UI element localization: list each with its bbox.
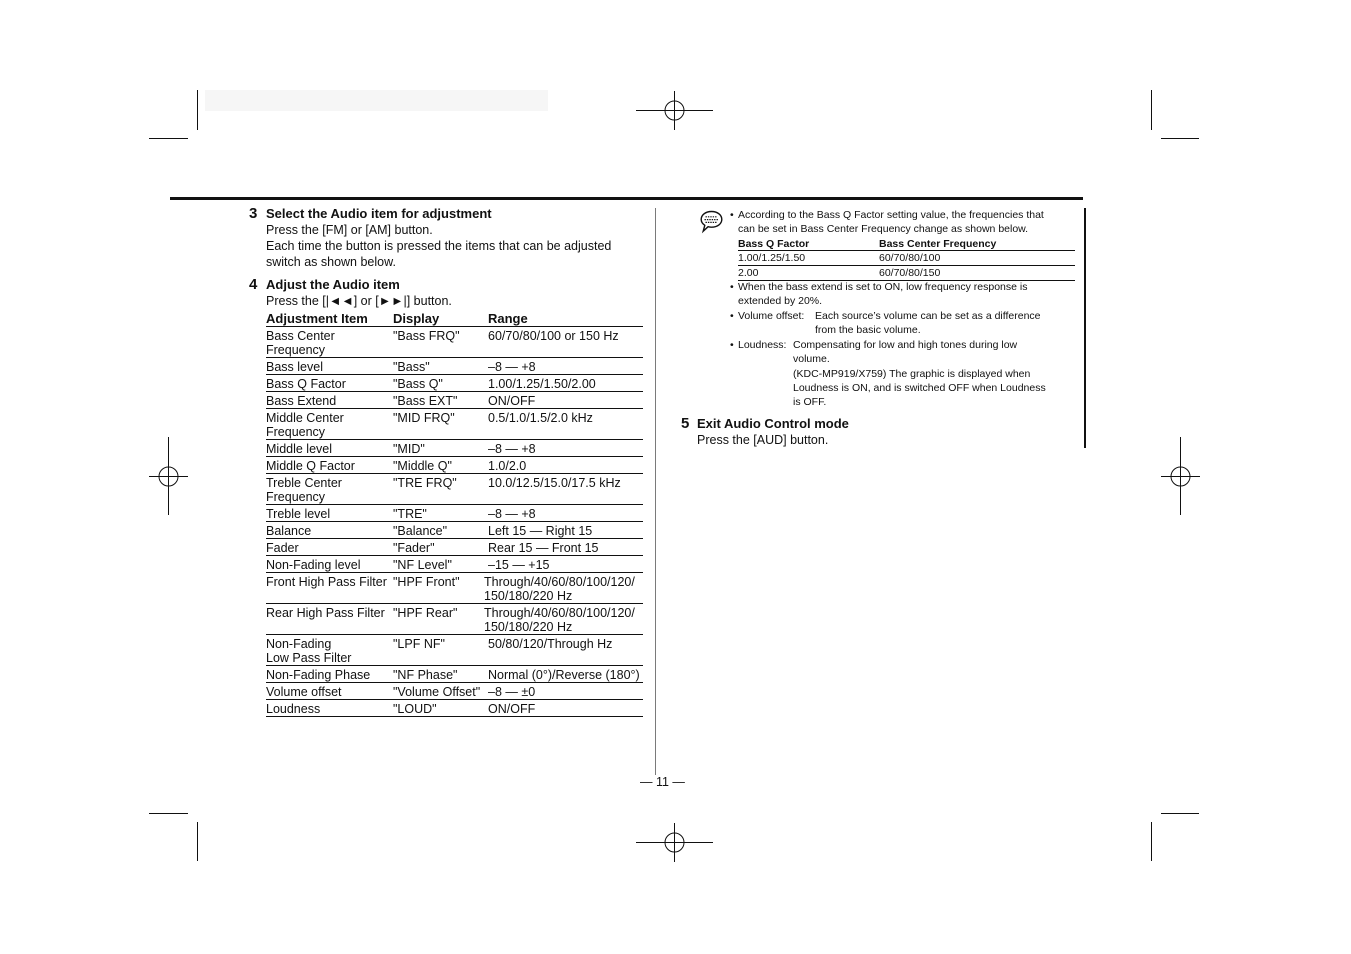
q-factor-value: 1.00/1.25/1.50 [738,251,879,266]
step-text: switch as shown below. [266,255,396,269]
range-value [484,573,643,604]
step-number: 3 [249,205,258,222]
adjustment-item: Middle Q Factor [266,457,393,474]
display-value: "NF Phase" [393,666,488,683]
crop-mark-top-left [149,90,198,139]
crop-mark-top-right [1152,90,1200,139]
table-header-row [738,238,1075,251]
table-row [266,539,643,556]
table-row [266,604,643,635]
note-text: from the basic volume. [815,324,921,336]
adjustment-item: Treble level [266,505,393,522]
note-text: can be set in Bass Center Frequency change as shown below. [738,223,1029,235]
step-text: Press the [AUD] button. [697,433,829,447]
registration-mark-bottom [636,823,713,862]
table-row [266,556,643,573]
adjustment-item: Treble Center Frequency [266,474,393,505]
range-value: 60/70/80/100 or 150 Hz [488,327,643,358]
speech-bubble-note-icon [699,209,724,234]
table-row [266,505,643,522]
range-value: Normal (0°)/Reverse (180°) [488,666,643,683]
range-value: 10.0/12.5/15.0/17.5 kHz [488,474,643,505]
step-title: Exit Audio Control mode [697,416,849,431]
range-value: 50/80/120/Through Hz [488,635,643,666]
step-title: Select the Audio item for adjustment [266,206,492,221]
table-row [266,375,643,392]
adjustment-item: Bass Q Factor [266,375,393,392]
step-text: Press the [|◄◄] or [►►|] button. [266,294,452,308]
adjustment-item: Rear High Pass Filter [266,604,393,635]
table-row [266,392,643,409]
note-text: is OFF. [793,396,827,408]
step-number: 4 [249,276,258,293]
display-value: "MID FRQ" [393,409,488,440]
center-frequency-value: 60/70/80/100 [879,251,1075,266]
center-frequency-value: 60/70/80/150 [879,266,1075,281]
crop-mark-bottom-left [149,814,198,862]
range-value: –8 — +8 [488,358,643,375]
adjustment-item: Loudness [266,700,393,717]
display-value: "TRE" [393,505,488,522]
range-value: 1.00/1.25/1.50/2.00 [488,375,643,392]
table-row [738,266,1075,281]
table-header-row [266,310,643,327]
header-bass-center-frequency: Bass Center Frequency [879,238,1075,251]
note-bullet [738,338,1017,352]
table-row [266,700,643,717]
adjustment-item: Bass level [266,358,393,375]
step-title: Adjust the Audio item [266,277,400,292]
note-text: Loudness is ON, and is switched OFF when Loudness [793,382,1046,394]
header-display: Display [393,310,488,327]
table-row [266,409,643,440]
range-value: –8 — +8 [488,440,643,457]
table-row [266,440,643,457]
registration-mark-left [149,437,188,515]
display-value: "MID" [393,440,488,457]
table-row [738,251,1075,266]
display-value: "Bass Q" [393,375,488,392]
table-row [266,666,643,683]
range-value: –15 — +15 [488,556,643,573]
table-row [266,522,643,539]
note-text: Compensating for low and high tones during low [793,339,1018,351]
adjustment-item: Bass Center Frequency [266,327,393,358]
adjustment-item: Middle level [266,440,393,457]
registration-mark-top [636,91,713,130]
note-text: (KDC-MP919/X759) The graphic is displayed when [793,368,1031,380]
table-row [266,683,643,700]
note-text: volume. [793,353,830,365]
display-value: "LOUD" [393,700,488,717]
display-value: "Bass" [393,358,488,375]
display-value: "TRE FRQ" [393,474,488,505]
table-row [266,474,643,505]
header-range: Range [488,310,643,327]
table-row [266,573,643,604]
registration-mark-right [1161,437,1200,515]
table-row [266,457,643,474]
step-text: Each time the button is pressed the items that can be adjusted [266,239,612,253]
display-value: "Bass EXT" [393,392,488,409]
display-value: "Middle Q" [393,457,488,474]
display-value: "Balance" [393,522,488,539]
adjustment-item: Non-Fading Phase [266,666,393,683]
step-number: 5 [681,415,690,432]
print-shade-block [205,90,548,111]
header-adjustment-item: Adjustment Item [266,310,393,327]
display-value: "NF Level" [393,556,488,573]
header-rule [170,197,1083,200]
display-value: "HPF Front" [393,573,488,604]
range-value: Left 15 — Right 15 [488,522,643,539]
range-value [484,604,643,635]
range-value-text: Through/40/60/80/100/120/ 150/180/220 Hz [484,606,635,634]
display-value: "HPF Rear" [393,604,488,635]
range-value: –8 — +8 [488,505,643,522]
note-text: Each source’s volume can be set as a difference [815,310,1041,322]
adjustment-item: Middle Center Frequency [266,409,393,440]
range-value: ON/OFF [488,392,643,409]
range-value: Rear 15 — Front 15 [488,539,643,556]
table-row [266,635,643,666]
display-value: "Fader" [393,539,488,556]
note-label: Volume offset: [738,310,805,322]
adjustment-item: Non-Fading level [266,556,393,573]
table-row [266,358,643,375]
step-text: Press the [FM] or [AM] button. [266,223,433,237]
crop-mark-bottom-right [1152,814,1200,862]
adjustment-item: Balance [266,522,393,539]
right-margin-rule [1084,208,1086,448]
note-bullet: • According to the Bass Q Factor setting value, the frequencies that [738,208,1044,222]
adjustment-item: Front High Pass Filter [266,573,393,604]
note-label: Loudness: [738,339,787,351]
range-value: 0.5/1.0/1.5/2.0 kHz [488,409,643,440]
bass-q-factor-table [738,238,1075,281]
range-value: 1.0/2.0 [488,457,643,474]
display-value: "LPF NF" [393,635,488,666]
display-value: "Bass FRQ" [393,327,488,358]
adjustment-item: Fader [266,539,393,556]
display-value: "Volume Offset" [393,683,488,700]
audio-adjustment-table [266,310,643,717]
range-value: ON/OFF [488,700,643,717]
table-row [266,327,643,358]
adjustment-item: Bass Extend [266,392,393,409]
note-text: extended by 20%. [738,295,823,307]
range-value-text: Through/40/60/80/100/120/ 150/180/220 Hz [484,575,635,603]
header-bass-q-factor: Bass Q Factor [738,238,879,251]
page-number: — 11 — [640,775,685,789]
adjustment-item: Volume offset [266,683,393,700]
q-factor-value: 2.00 [738,266,879,281]
note-bullet: • When the bass extend is set to ON, low frequency response is [738,280,1027,294]
note-bullet [738,309,1041,323]
adjustment-item: Non-Fading Low Pass Filter [266,635,393,666]
range-value: –8 — ±0 [488,683,643,700]
